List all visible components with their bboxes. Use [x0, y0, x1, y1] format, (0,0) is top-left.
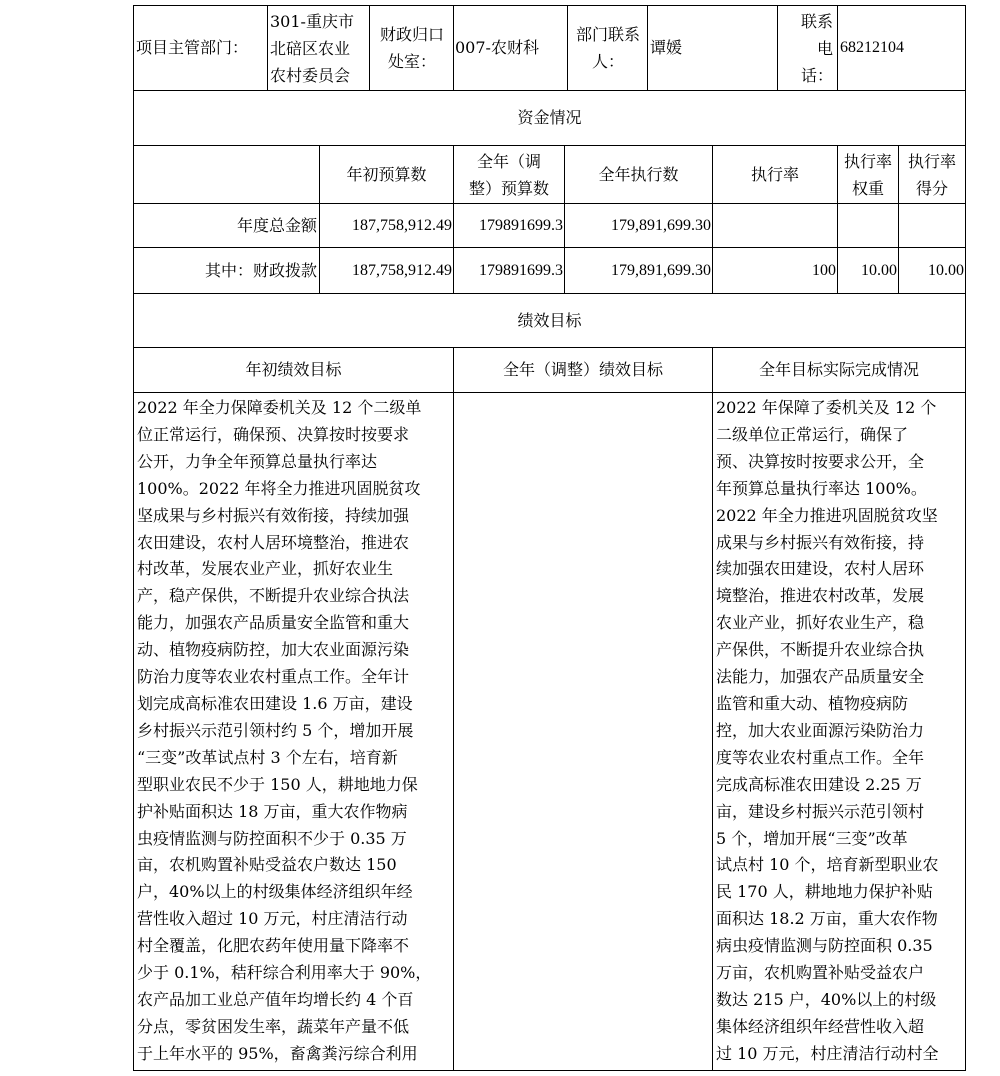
col-adjusted-budget: 全年（调 整）预算数 [468, 151, 549, 198]
row-label: 其中：财政拨款 [204, 260, 317, 280]
contact-label: 部门联系 人： [575, 25, 640, 71]
finance-label: 财政归口 处室： [379, 25, 444, 71]
grid-line [133, 5, 134, 1071]
col-initial-goal: 年初绩效目标 [245, 360, 342, 379]
adjusted-goal-text [457, 395, 709, 1068]
dept-value: 301-重庆市 北碚区农业 农村委员会 [270, 11, 354, 85]
row-adjusted: 179891699.3 [479, 216, 563, 234]
row-weight [838, 204, 897, 247]
row-score [899, 204, 964, 247]
col-executed: 全年执行数 [598, 164, 679, 184]
row-rate [713, 204, 836, 247]
funds-section-title: 资金情况 [517, 108, 582, 127]
row-rate: 100 [812, 261, 836, 279]
finance-value: 007-农财科 [455, 38, 539, 57]
contact-value: 谭媛 [650, 38, 683, 57]
grid-line [133, 392, 965, 393]
grid-line [567, 5, 568, 90]
col-initial-budget: 年初预算数 [346, 164, 427, 184]
row-initial: 187,758,912.49 [352, 216, 452, 234]
grid-line [267, 5, 268, 90]
grid-line [965, 5, 966, 1071]
col-score: 执行率 得分 [907, 151, 956, 198]
grid-line [453, 5, 454, 90]
initial-goal-text: 2022 年全力保障委机关及 12 个二级单 位正常运行，确保预、决算按时按要求 公开，力争全年预算总量执行率达 100%。2022 年将全力推进巩固脱贫攻 坚成果与乡村振兴有效衔接，持续加强 农田建设，农村人居环境整治，推进农 村改革，发展农业产业，抓好农业生 产，稳产保供，不断提升农业综合执法 能力，加强农产品质量安全监管和重大 动、植物疫病防控，加大农业面源污染 防治力度等农业农村重点工作。全年计 划完成高标准农田建设 1.6 万亩，建设 乡村振兴示范引领村约 5 个，增加开展 “三变”改革试点村 3 个左右，培育新 型职业农民不少于 150 人，耕地地力保 护补贴面积达 18 万亩，重大农作物病 虫疫情监测与防控面积不少于 0.35 万 亩，农机购置补贴受益农户数达 150 户，40%以上的村级集体经济组织年经 营性收入超过 10 万元，村庄清洁行动 村全覆盖，化肥农药年使用量下降率不 少于 0.1%，秸秆综合利用率大于 90%， 农产品加工业总产值年均增长约 4 个百 分点，零贫困发生率，蔬菜年产量不低 于上年水平的 95%，畜禽粪污综合利用 [137, 398, 432, 1063]
grid-line [453, 347, 454, 1070]
dept-label: 项目主管部门： [136, 38, 249, 57]
row-executed: 179,891,699.30 [611, 261, 711, 279]
grid-line [647, 5, 648, 90]
row-score: 10.00 [928, 261, 964, 279]
actual-completion-text: 2022 年保障了委机关及 12 个 二级单位正常运行，确保了 预、决算按时按要求公开，全 年预算总量执行率达 100%。 2022 年全力推进巩固脱贫攻坚 成果与乡村振兴有效衔接，持 续加强农田建设，农村人居环 境整治，推进农村改革，发展 农业产业，抓好农业生产，稳 产保供，不断提升农业综合执 法能力，加强农产品质量安全 监管和重大动、植物疫病防 控，加大农业面源污染防治力 度等农业农村重点工作。全年 完成高标准农田建设 2.25 万 亩，建设乡村振兴示范引领村 5 个，增加开展“三变”改革 试点村 10 个，培育新型职业农 民 170 人，耕地地力保护补贴 面积达 18.2 万亩，重大农作物 病虫疫情监测与防控面积 0.35 万亩，农机购置补贴受益农户 数达 215 户，40%以上的村级 集体经济组织年经营性收入超 过 10 万元，村庄清洁行动村全 [716, 398, 939, 1063]
row-initial: 187,758,912.49 [352, 261, 452, 279]
row-adjusted: 179891699.3 [479, 261, 563, 279]
grid-line [712, 347, 713, 1070]
col-adjusted-goal: 全年（调整）绩效目标 [502, 360, 663, 379]
grid-line [777, 5, 778, 90]
col-actual-completion: 全年目标实际完成情况 [758, 360, 919, 379]
phone-value: 68212104 [840, 39, 904, 56]
phone-label: 联系 电 话： [800, 11, 833, 85]
grid-line [837, 5, 838, 90]
grid-line [369, 5, 370, 90]
col-rate: 执行率 [750, 164, 799, 184]
performance-section-title: 绩效目标 [517, 310, 582, 330]
grid-line [133, 1070, 965, 1071]
col-weight: 执行率 权重 [843, 151, 892, 198]
row-weight: 10.00 [861, 261, 897, 279]
row-executed: 179,891,699.30 [611, 216, 711, 234]
row-label: 年度总金额 [236, 215, 317, 235]
